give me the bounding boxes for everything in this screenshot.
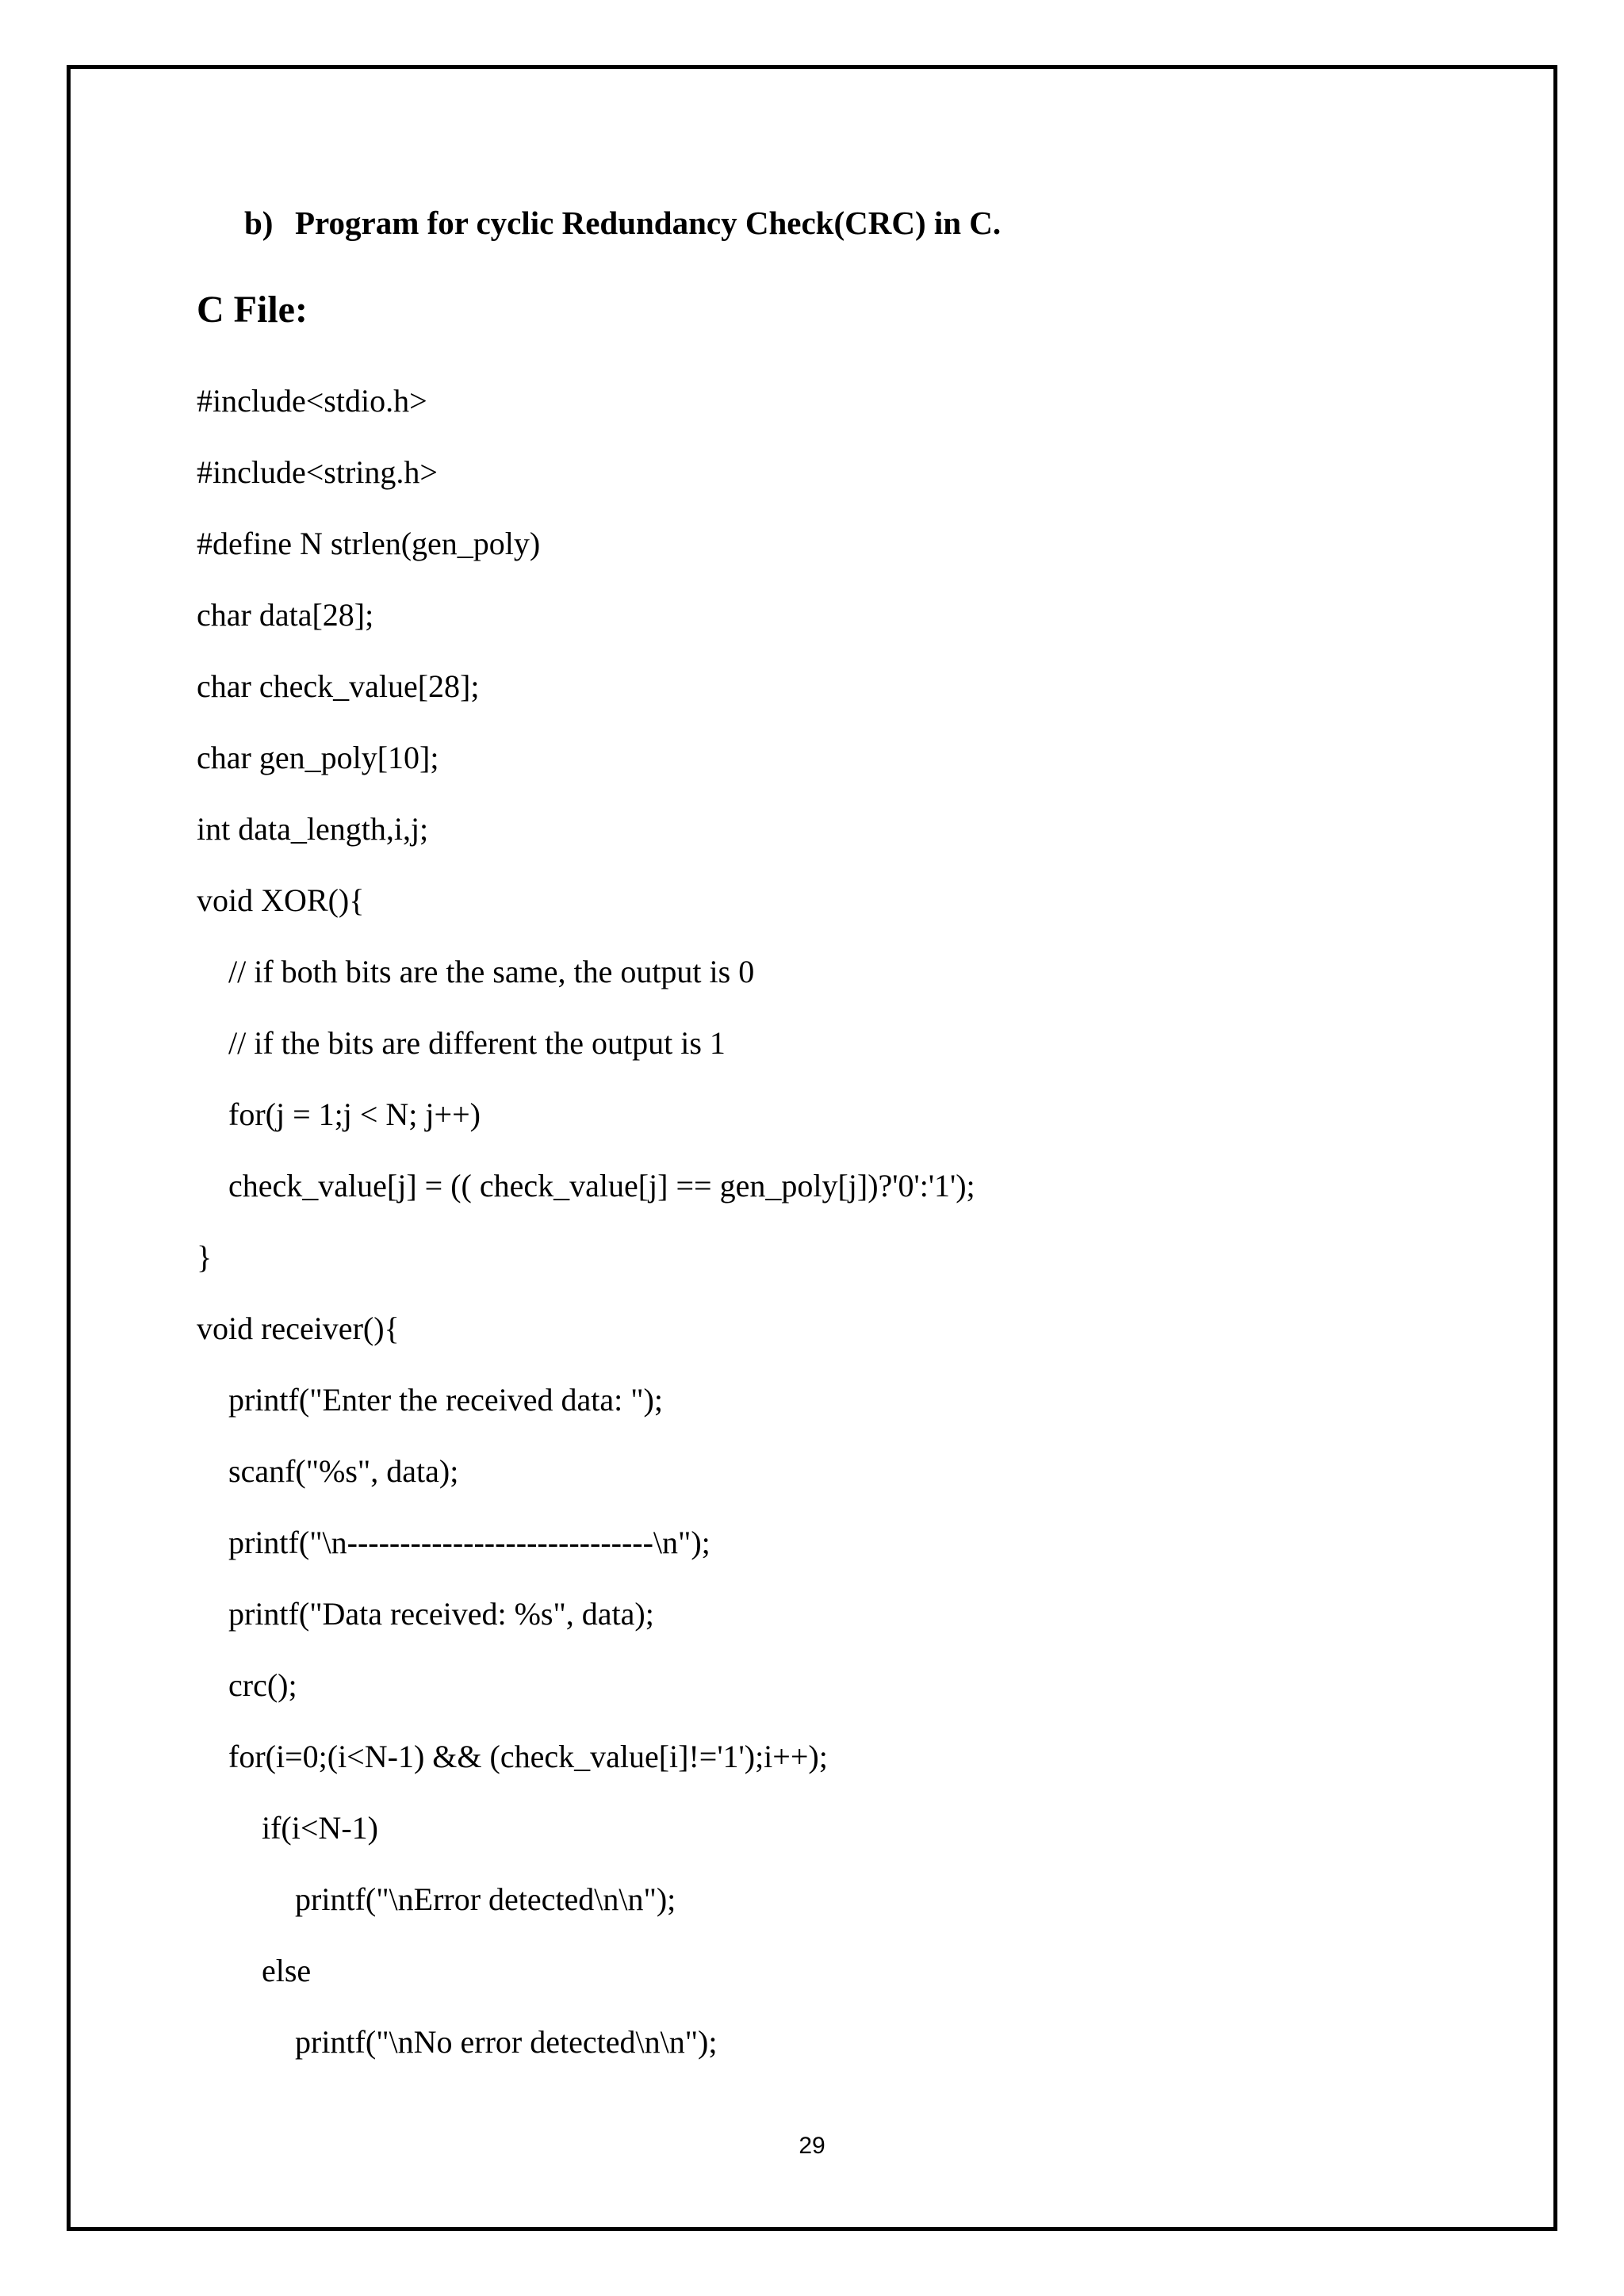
code-line: crc(); <box>228 1667 297 1703</box>
code-line: printf("Data received: %s", data); <box>228 1596 654 1632</box>
code-line: if(i<N-1) <box>262 1810 378 1846</box>
code-line: scanf("%s", data); <box>228 1453 459 1489</box>
code-line: check_value[j] = (( check_value[j] == gen_poly[j])?'0':'1'); <box>228 1168 975 1203</box>
code-line: printf("\nNo error detected\n\n"); <box>295 2024 718 2060</box>
code-line: #include<stdio.h> <box>197 383 427 419</box>
code-line: char data[28]; <box>197 597 374 633</box>
page-number: 29 <box>799 2133 825 2159</box>
code-line: #include<string.h> <box>197 454 438 490</box>
code-line: printf("\nError detected\n\n"); <box>295 1881 676 1917</box>
code-line: printf("\n-----------------------------\n"); <box>228 1525 710 1560</box>
code-comment: // if both bits are the same, the output is 0 <box>228 954 755 989</box>
code-line: printf("Enter the received data: "); <box>228 1382 663 1418</box>
code-line: char check_value[28]; <box>197 668 480 704</box>
code-line: int data_length,i,j; <box>197 811 429 847</box>
code-line: else <box>262 1953 312 1988</box>
code-listing <box>197 0 1465 2296</box>
code-line: void XOR(){ <box>197 882 365 918</box>
file-title: C File: <box>197 289 308 331</box>
code-line: char gen_poly[10]; <box>197 740 439 775</box>
code-line: for(i=0;(i<N-1) && (check_value[i]!='1');i++); <box>228 1739 828 1774</box>
code-comment: // if the bits are different the output is 1 <box>228 1025 726 1061</box>
code-line: #define N strlen(gen_poly) <box>197 526 541 561</box>
section-marker: b) <box>244 205 274 241</box>
code-line: void receiver(){ <box>197 1311 400 1346</box>
code-line: } <box>197 1239 213 1275</box>
section-title: Program for cyclic Redundancy Check(CRC) in C. <box>295 205 1002 241</box>
code-line: for(j = 1;j < N; j++) <box>228 1096 481 1132</box>
